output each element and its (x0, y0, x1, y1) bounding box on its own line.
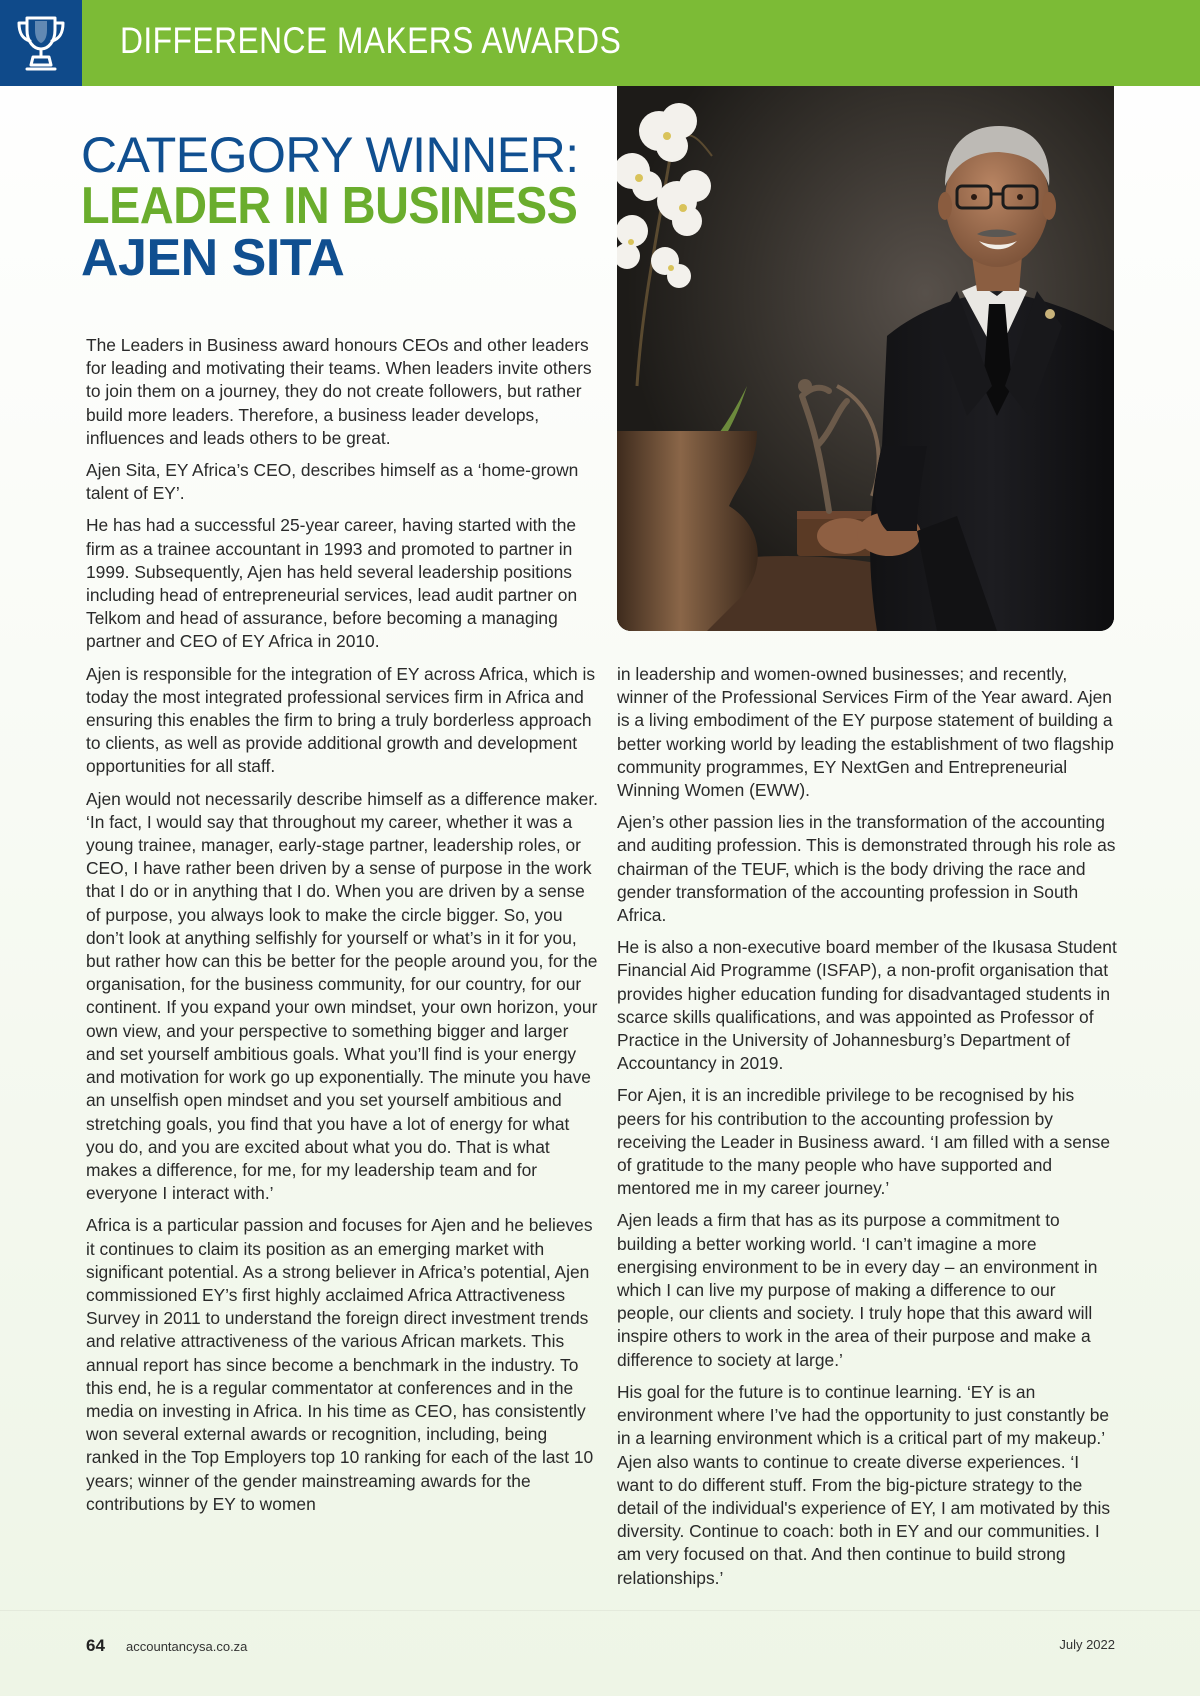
header-icon-box (0, 0, 82, 86)
paragraph: His goal for the future is to continue learning. ‘EY is an environment where I’ve had the opportunity to just constantly be in a learning environment which is a critical part of my makeup.’ Ajen also wants to continue to create diverse experiences. ‘I want to do different stuff. From the big-picture strategy to the detail of the individual's experience of EY, I am motivated by this diversity. Continue to coach: both in EY and our communities. I am very focused on that. And then continue to build strong relationships.’ (617, 1381, 1111, 1588)
footer-divider (0, 1610, 1200, 1611)
footer-website: accountancysa.co.za (126, 1639, 248, 1654)
paragraph: He is also a non-executive board member of the Ikusasa Student Financial Aid Programme (ISFAP), a non-profit organisation that provides higher education funding for disadvantaged students in scarce skills qualifications, and was appointed as Professor of Practice in the University of Johannesburg’s Department of Accountancy in 2019. (617, 937, 1117, 1074)
portrait-illustration (617, 86, 1114, 631)
headline-winner-name: AJEN SITA (81, 229, 345, 287)
article-column-left (86, 334, 598, 1525)
header-band (0, 0, 1200, 86)
trophy-icon (13, 12, 69, 74)
issue-date: July 2022 (1059, 1637, 1115, 1652)
paragraph: He has had a successful 25-year career, having started with the firm as a trainee accountant in 1993 and promoted to partner in 1999. Subsequently, Ajen has held several leadership positions including head of entrepreneurial services, lead audit partner on Telkom and head of assurance, before becoming a managing partner and CEO of EY Africa in 2010. (86, 515, 578, 652)
article-column-right (617, 663, 1117, 1599)
paragraph: Africa is a particular passion and focuses for Ajen and he believes it continues to claim its position as an emerging market with significant potential. As a strong believer in Africa’s potential, Ajen commissioned EY’s first highly acclaimed Africa Attractiveness Survey in 2011 to understand the foreign direct investment trends and relative attractiveness of the various African markets. This annual report has since become a benchmark in the industry. To this end, he is a regular commentator at conferences and in the media on investing in Africa. In his time as CEO, has consistently won several external awards or recognition, including, being ranked in the Top Employers top 10 ranking for each of the last 10 years; winner of the gender mainstreaming awards for the contributions by EY to women (86, 1215, 594, 1514)
headline-award: LEADER IN BUSINESS (81, 177, 578, 235)
section-title: DIFFERENCE MAKERS AWARDS (120, 20, 622, 61)
paragraph: Ajen would not necessarily describe himself as a difference maker. ‘In fact, I would say that throughout my career, whether it was a young trainee, manager, early-stage partner, leadership roles, or CEO, I have rather been driven by a sense of purpose in the work that I do or in anything that I do. When you are driven by a sense of purpose, you always look to make the circle bigger. So, you don’t look at anything selfishly for yourself or what’s in it for you, but rather how can this be better for the people around you, for the organisation, for the business community, for our country, for our continent. If you expand your own mindset, your own horizon, your own view, and your perspective to something bigger and larger and set yourself ambitious goals. What you’ll find is your energy and motivation for work go up exponentially. The minute you have an unselfish open mindset and you set yourself ambitious and stretching goals, you find that you have a lot of energy for what you do, and you are excited about what you do. That is what makes a difference, for me, for my leadership team and for everyone I interact with.’ (86, 788, 598, 1204)
paragraph: Ajen’s other passion lies in the transformation of the accounting and auditing profession. This is demonstrated through his role as chairman of the TEUF, which is the body driving the race and gender transformation of the accounting profession in South Africa. (617, 812, 1116, 926)
paragraph: Ajen is responsible for the integration of EY across Africa, which is today the most integrated professional services firm in Africa and ensuring this enables the firm to bring a truly borderless approach to clients, as well as provide additional growth and development opportunities for all staff. (86, 663, 596, 777)
headline-category: CATEGORY WINNER: (81, 127, 579, 183)
paragraph: in leadership and women-owned businesses; and recently, winner of the Professional Services Firm of the Year award. Ajen is a living embodiment of the EY purpose statement of building a better working world by leading the establishment of two flagship community programmes, EY NextGen and Entrepreneurial Winning Women (EWW). (617, 664, 1114, 801)
paragraph: Ajen Sita, EY Africa’s CEO, describes himself as a ‘home-grown talent of EY’. (86, 460, 579, 504)
page-number: 64 (86, 1636, 105, 1655)
portrait-photo (617, 86, 1114, 631)
paragraph: Ajen leads a firm that has as its purpose a commitment to building a better working world. ‘I can’t imagine a more energising environment to be in every day – an environment in which I can live my purpose of making a difference to our people, our clients and society. I truly hope that this award will inspire others to work in the area of their purpose and make a difference to society at large.’ (617, 1210, 1098, 1370)
paragraph: For Ajen, it is an incredible privilege to be recognised by his peers for his contribution to the accounting profession by receiving the Leader in Business award. ‘I am filled with a sense of gratitude to the many people who have supported and mentored me in my career journey.’ (617, 1085, 1110, 1199)
paragraph: The Leaders in Business award honours CEOs and other leaders for leading and motivating their teams. When leaders invite others to join them on a journey, they do not create followers, but rather build more leaders. Therefore, a business leader develops, influences and leads others to be great. (86, 335, 592, 448)
